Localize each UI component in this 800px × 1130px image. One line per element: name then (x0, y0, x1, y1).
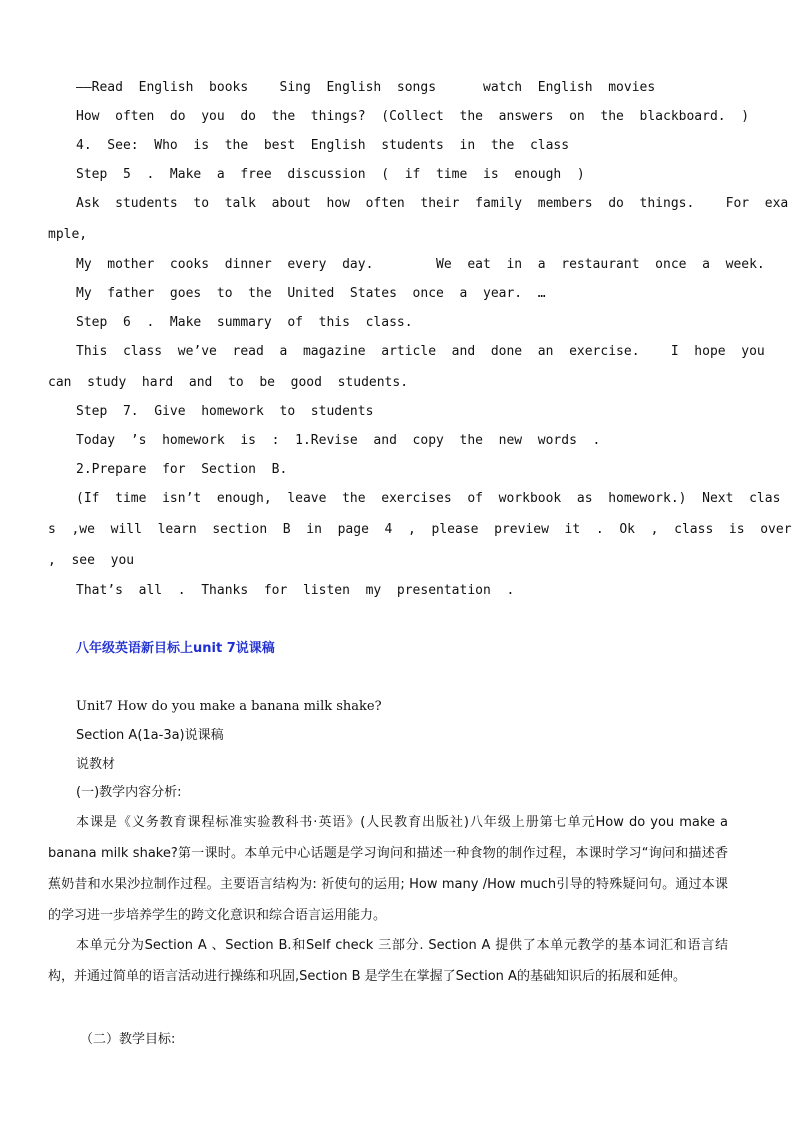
text-line: Step 5 . Make a free discussion ( if time is enough ) (76, 167, 585, 182)
paragraph: 本单元分为Section A 、Section B.和Self check 三部分. Section A 提供了本单元教学的基本词汇和语言结构，并通过简单的语言活动进行操练和巩固,Section B 是学生在掌握了Section A的基础知识后的拓展和延伸。 (48, 938, 728, 984)
text-line: This class we’ve read a magazine article and done an exercise. I hope you (76, 344, 765, 359)
subheading: 说教材 (76, 757, 116, 772)
unit-title: Unit7 How do you make a banana milk shake? (76, 699, 382, 714)
section-title: Section A(1a-3a)说课稿 (76, 728, 224, 743)
text-line: ——Read English books Sing English songs watch English movies (76, 80, 656, 95)
text-line: That’s all . Thanks for listen my presentation . (76, 583, 515, 598)
text-line: Ask students to talk about how often their family members do things. For exa (76, 196, 789, 211)
text-line: 2.Prepare for Section B. (76, 462, 288, 477)
text-line: Step 7. Give homework to students (76, 404, 374, 419)
paragraph: 本课是《义务教育课程标准实验教科书·英语》(人民教育出版社)八年级上册第七单元How do you make a banana milk shake?第一课时。本单元中心话题是学习询问和描述一种食物的制作过程，本课时学习“询问和描述香蕉奶昔和水果沙拉制作过程。主要语言结构为: 祈使句的运用; How many /How much引导的特殊疑问句。通过本课的学习进一步培养学生的跨文化意识和综合语言运用能力。 (48, 815, 728, 923)
section-heading: 八年级英语新目标上unit 7说课稿 (76, 641, 275, 656)
text-line: My father goes to the United States once a year. … (76, 286, 546, 301)
subheading: （二）教学目标: (80, 1032, 176, 1047)
text-line: s ,we will learn section B in page 4 , please preview it . Ok , class is over (48, 522, 792, 537)
subheading: (一)教学内容分析: (76, 785, 182, 800)
text-line: Today ’s homework is : 1.Revise and copy the new words . (76, 433, 601, 448)
text-line: 4. See: Who is the best English students in the class (76, 138, 570, 153)
text-line: My mother cooks dinner every day. We eat in a restaurant once a week. (76, 257, 765, 272)
text-line: (If time isn’t enough, leave the exercises of workbook as homework.) Next clas (76, 491, 781, 506)
text-line: , see you (48, 553, 135, 568)
text-line: How often do you do the things? (Collect the answers on the blackboard. ) (76, 109, 750, 124)
text-line: mple, (48, 227, 88, 242)
text-line: Step 6 . Make summary of this class. (76, 315, 413, 330)
text-line: can study hard and to be good students. (48, 375, 409, 390)
